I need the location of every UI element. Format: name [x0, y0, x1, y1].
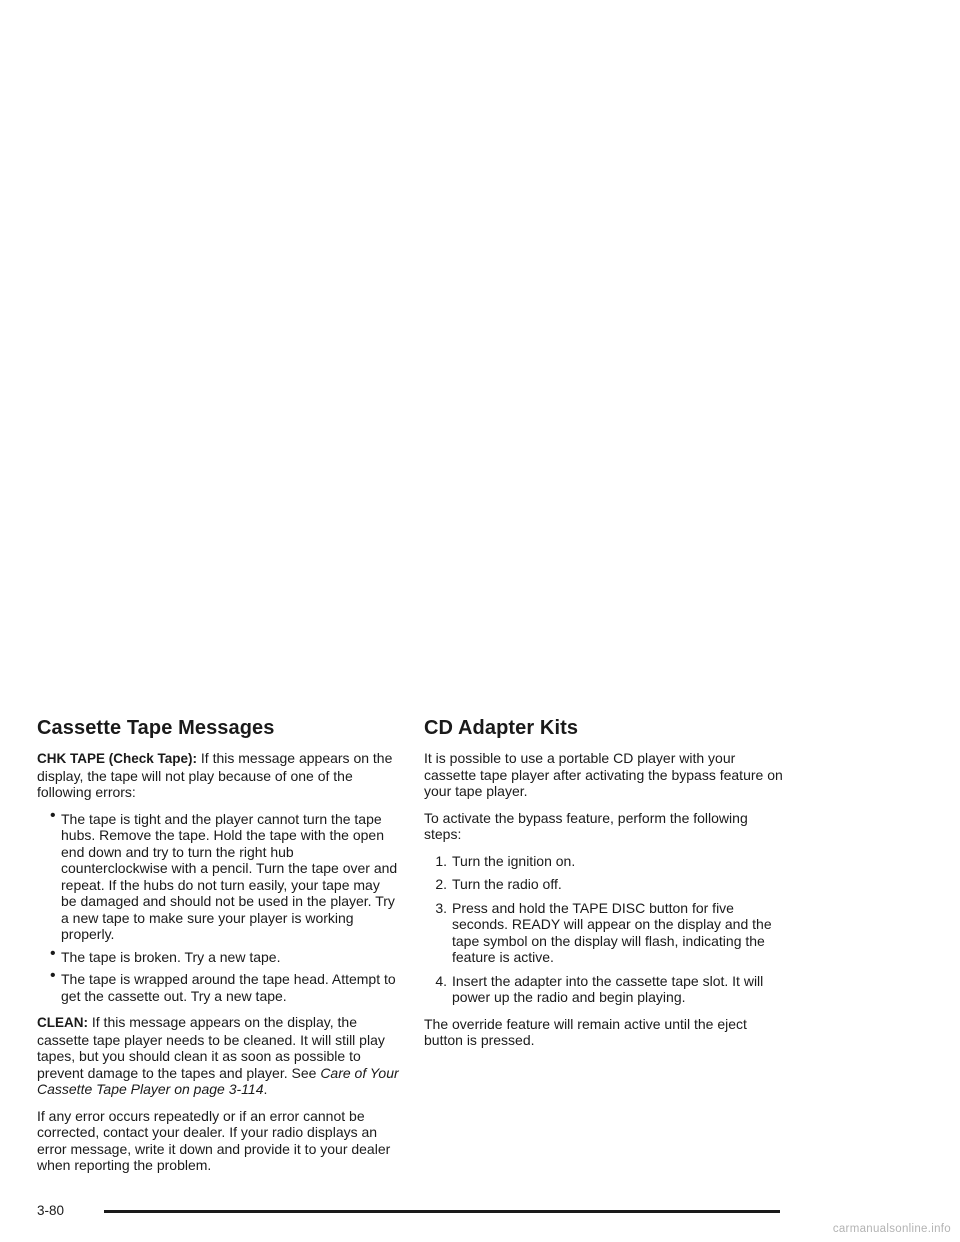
- step-text: Insert the adapter into the cassette tape slot. It will power up the radio and begin playing.: [452, 972, 764, 1005]
- error-list: [37, 811, 399, 1005]
- chk-tape-paragraph: [37, 750, 399, 801]
- steps-list: [424, 853, 786, 1006]
- override-paragraph: The override feature will remain active until the eject button is pressed.: [424, 1015, 747, 1048]
- step-text: Turn the ignition on.: [452, 852, 576, 869]
- left-column: [37, 716, 399, 1184]
- step-number: 2.: [435, 876, 447, 892]
- care-reference-link[interactable]: Care of Your Cassette Tape Player on page 3-114: [37, 1064, 399, 1097]
- section-heading-cassette: Cassette Tape Messages: [37, 717, 275, 739]
- footer-divider: [104, 1210, 780, 1213]
- clean-paragraph: [37, 1014, 399, 1098]
- list-item: • The tape is tight and the player cannot turn the tape hubs. Remove the tape. Hold the tape with the open end down and try to turn the right hub counterclockwise with a pencil. Turn the tape over and repeat. If the hubs do not turn easily, your tape may be damaged and should not be used in the player. Try a new tape to make sure your player is working properly.: [61, 811, 399, 943]
- right-column: [424, 716, 786, 1059]
- clean-end: .: [263, 1081, 268, 1097]
- list-item: [424, 876, 786, 893]
- step-text: Press and hold the TAPE DISC button for five seconds. READY will appear on the display and the tape symbol on the display will flash, indicating the feature is active.: [452, 899, 772, 965]
- chk-tape-text: If this message appears on the display, the tape will not play because of one of the following errors:: [37, 750, 393, 800]
- list-item: [424, 900, 786, 966]
- bypass-paragraph: To activate the bypass feature, perform the following steps:: [424, 809, 748, 842]
- clean-term: CLEAN:: [37, 1015, 88, 1030]
- step-number: 1.: [435, 852, 447, 869]
- watermark: carmanualsonline.info: [832, 1223, 951, 1235]
- clean-text: If this message appears on the display, the cassette tape player needs to be cleaned. It will still play tapes, but you should clean it as soon as possible to prevent damage to the tapes and player. See: [37, 1014, 385, 1081]
- step-number: 4.: [435, 972, 447, 989]
- list-item: [424, 853, 786, 870]
- section-heading-cd-adapter: CD Adapter Kits: [424, 717, 579, 739]
- chk-tape-term: CHK TAPE (Check Tape):: [37, 751, 198, 766]
- step-number: 3.: [435, 899, 447, 916]
- list-item: • The tape is broken. Try a new tape.: [61, 949, 399, 966]
- list-item: • The tape is wrapped around the tape head. Attempt to get the cassette out. Try a new tape.: [61, 971, 399, 1004]
- page-number: 3-80: [37, 1203, 65, 1218]
- step-text: Turn the radio off.: [452, 876, 562, 892]
- error-paragraph: If any error occurs repeatedly or if an error cannot be corrected, contact your dealer. If your radio displays an error message, write it down and provide it to your dealer when reporting the problem.: [37, 1107, 391, 1173]
- cd-intro-paragraph: It is possible to use a portable CD player with your cassette tape player after activating the bypass feature on your tape player.: [424, 750, 783, 799]
- list-item: [424, 973, 786, 1006]
